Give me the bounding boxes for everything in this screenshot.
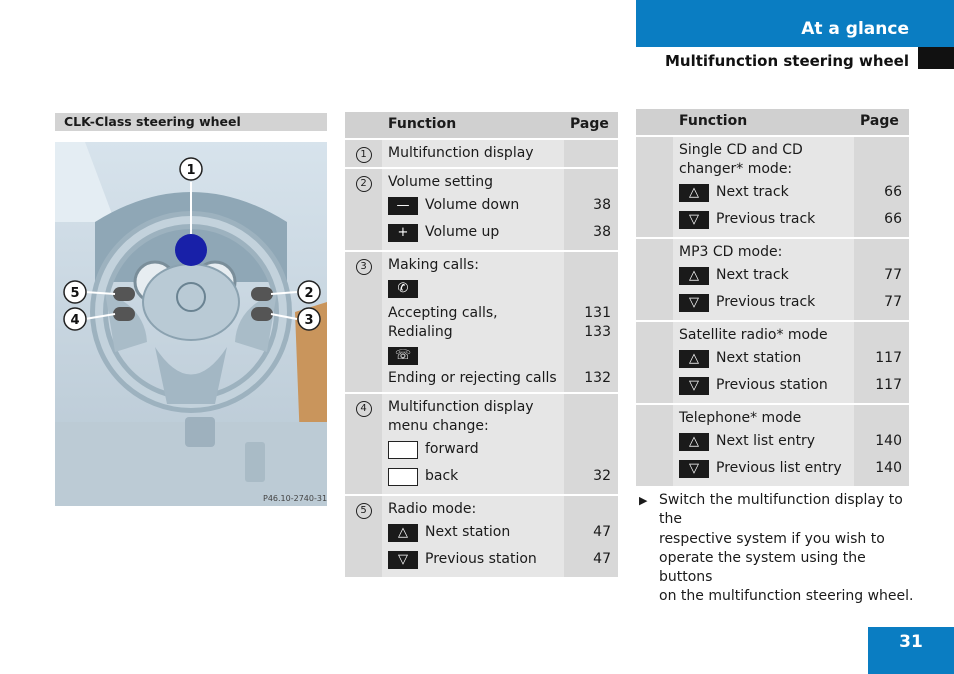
table-row — [345, 393, 618, 495]
row-title: Making calls: — [388, 257, 479, 273]
item-label: Previous station — [716, 377, 828, 393]
callout-5: 5 — [70, 286, 80, 301]
page-ref: 38 — [593, 224, 611, 240]
phone-pickup-icon: ✆ — [388, 280, 418, 298]
down-arrow-icon: ▽ — [679, 294, 709, 312]
page-ref: 117 — [875, 350, 902, 366]
row-number: 1 — [356, 147, 372, 163]
page-ref: 133 — [584, 324, 611, 340]
instruction-line: operate the system using the buttons — [659, 549, 866, 586]
callout-4: 4 — [70, 313, 80, 328]
row-number: 5 — [356, 503, 372, 519]
row-number: 2 — [356, 176, 372, 192]
section-tab — [636, 0, 954, 47]
row-title: Multifunction display — [382, 139, 564, 168]
image-caption: CLK-Class steering wheel — [55, 113, 327, 131]
item-label: Next track — [716, 184, 789, 200]
item-label: back — [425, 468, 459, 484]
page-ref: 132 — [584, 370, 611, 386]
down-arrow-icon: ▽ — [388, 551, 418, 569]
minus-icon: — — [388, 197, 418, 215]
row-title: Radio mode: — [388, 501, 477, 517]
down-arrow-icon: ▽ — [679, 460, 709, 478]
up-arrow-icon: △ — [679, 350, 709, 368]
row-number: 3 — [356, 259, 372, 275]
item-label: Ending or rejecting calls — [388, 370, 557, 386]
table-row — [636, 404, 909, 486]
steering-wheel-figure — [55, 142, 327, 506]
function-table-right — [636, 109, 909, 486]
group-title: Telephone* mode — [679, 410, 802, 426]
thumb-marker — [918, 47, 954, 69]
col-page: Page — [564, 112, 618, 139]
page-ref: 140 — [875, 433, 902, 449]
page-ref: 32 — [593, 468, 611, 484]
instruction-line: on the multifunction steering wheel. — [659, 588, 914, 605]
instruction-bullet — [636, 491, 916, 607]
up-arrow-icon: △ — [388, 524, 418, 542]
row-title: Multifunction display — [388, 399, 534, 415]
menu-back-icon — [388, 468, 418, 486]
callout-3: 3 — [304, 313, 314, 328]
item-label: Redialing — [388, 324, 453, 340]
page-ref: 66 — [884, 184, 902, 200]
down-arrow-icon: ▽ — [679, 377, 709, 395]
page-ref: 66 — [884, 211, 902, 227]
page-ref: 47 — [593, 524, 611, 540]
table-row — [345, 168, 618, 251]
col-page: Page — [854, 109, 909, 136]
item-label: Previous list entry — [716, 460, 842, 476]
table-row — [345, 495, 618, 577]
item-label: Next station — [716, 350, 802, 366]
up-arrow-icon: △ — [679, 267, 709, 285]
item-label: Volume down — [425, 197, 520, 213]
row-number: 4 — [356, 401, 372, 417]
plus-icon: + — [388, 224, 418, 242]
col-function: Function — [382, 112, 564, 139]
item-label: Previous station — [425, 551, 537, 567]
up-arrow-icon: △ — [679, 433, 709, 451]
page-ref: 47 — [593, 551, 611, 567]
page-number: 31 — [868, 627, 954, 674]
item-label: forward — [425, 441, 479, 457]
row-title: Volume setting — [388, 174, 494, 190]
function-table-left — [345, 112, 618, 577]
up-arrow-icon: △ — [679, 184, 709, 202]
page-ref: 131 — [584, 305, 611, 321]
item-label: Next list entry — [716, 433, 816, 449]
table-row — [636, 238, 909, 321]
col-function: Function — [673, 109, 854, 136]
instruction-line: Switch the multifunction display to the — [659, 492, 903, 528]
group-title: Single CD and CD — [679, 142, 803, 158]
item-label: Accepting calls, — [388, 305, 498, 321]
row-title: menu change: — [388, 418, 489, 434]
item-label: Next station — [425, 524, 511, 540]
table-row — [345, 251, 618, 393]
group-title: Satellite radio* mode — [679, 327, 828, 343]
group-title: MP3 CD mode: — [679, 244, 783, 260]
page-subtitle: Multifunction steering wheel — [665, 52, 909, 70]
callout-1: 1 — [186, 163, 196, 178]
table-row — [345, 139, 618, 168]
page-ref: 140 — [875, 460, 902, 476]
item-label: Next track — [716, 267, 789, 283]
page-ref: 77 — [884, 294, 902, 310]
callout-2: 2 — [304, 286, 314, 301]
image-ref-code: P46.10-2740-31 — [263, 494, 327, 503]
group-title: changer* mode: — [679, 161, 793, 177]
bullet-arrow-icon: ▶ — [639, 494, 648, 507]
instruction-line: respective system if you wish to — [659, 530, 885, 547]
menu-forward-icon — [388, 441, 418, 459]
page-ref: 77 — [884, 267, 902, 283]
item-label: Previous track — [716, 211, 816, 227]
phone-hangup-icon: ☏ — [388, 347, 418, 365]
table-row — [636, 136, 909, 238]
item-label: Previous track — [716, 294, 816, 310]
item-label: Volume up — [425, 224, 500, 240]
page-ref: 117 — [875, 377, 902, 393]
section-title: At a glance — [801, 19, 909, 39]
table-row — [636, 321, 909, 404]
page-ref: 38 — [593, 197, 611, 213]
down-arrow-icon: ▽ — [679, 211, 709, 229]
